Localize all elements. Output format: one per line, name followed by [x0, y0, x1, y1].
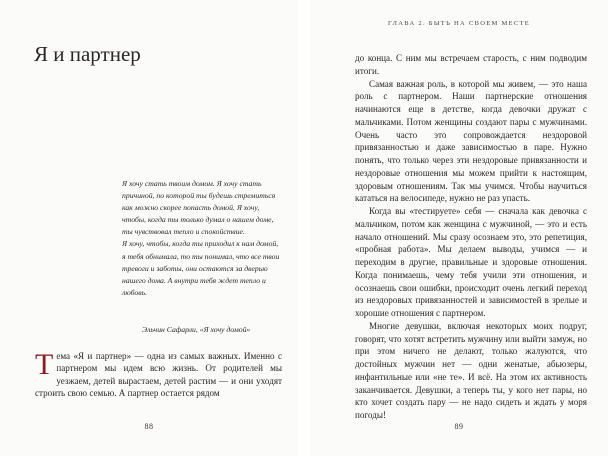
- running-head: ГЛАВА 2. БЫТЬ НА СВОЕМ МЕСТЕ: [387, 20, 531, 27]
- body-text: [35, 350, 282, 400]
- body-text: [355, 52, 587, 422]
- page-number: 89: [454, 422, 464, 431]
- body-paragraph: ема «Я и партнер» — одна из самых важных. Именно с партнером мы идем всю жизнь. От родителей мы уезжаем, детей вырастаем, детей растим — и они уходят строить свою семью. А партнер остается рядом: [35, 351, 282, 399]
- body-paragraph: Когда вы «тестируете» себя — сначала как девочка с мальчиком, потом как женщина с мужчиной, — это и есть начало отношений. Мы сразу осознаем это, это репетиция, «пробная работа». Мы делаем выводы, учимся — и переходим в другие, правильные и здоровые отношения. Когда понимаешь, чему тебя учили эти отношения, и осознаешь свои ошибки, происходит очень легкий переход из нездоровых привязанностей и зависимостей в зрелые и хорошие отношения с партнером.: [355, 206, 587, 318]
- body-paragraph: Многие девушки, включая некоторых моих подруг, говорят, что хотят встретить мужчину или выйти замуж, но при этом ничего не делают, только жалуются, что достойных мужчин нет — одни женатые, абьюзеры, инфантильные или «не те». И всё. На этом их активность заканчивается. Девушки, а теперь ты, у кого нет пары, но кто хочет создать пару — не надо сидеть и ждать у моря погоды!: [355, 320, 587, 420]
- body-paragraph: до конца. С ним мы встречаем старость, с ним подводим итоги.: [355, 53, 587, 76]
- right-page: [310, 0, 608, 456]
- book-gutter: [298, 0, 310, 456]
- chapter-title: Я и партнер: [34, 42, 141, 66]
- epigraph: [122, 178, 282, 299]
- body-paragraph: Самая важная роль, в которой мы живем, — это наша роль с партнером. Наши партнерские отношения начинаются еще в детстве, когда девочки дружат с мальчиками. Потом женщины создают пары с мужчинами. Очень часто это сопровождается нездоровой привязанностью и даже зависимостью в паре. Нужно понять, что только через эти нездоровые привязанности и нездоровые отношения мы можем прийти к настоящим, здоровым отношениям. Так мы учимся. Чтобы научиться кататься на велосипеде, нужно не раз упасть.: [355, 78, 587, 204]
- epigraph-paragraph: Я хочу стать твоим домом. Я хочу стать причиной, по которой ты будешь стремиться как можно скорее попасть домой. Я хочу, чтобы, когда ты только думал о нашем доме, ты чувствовал тепло и спокойствие.: [122, 179, 276, 237]
- page-number: 88: [144, 422, 154, 431]
- left-page: [0, 0, 298, 456]
- drop-cap: Т: [35, 348, 54, 381]
- epigraph-paragraph: Я хочу, чтобы, когда ты приходил к нам домой, я тебя обнимала, то ты понимал, что все твои тревоги и заботы, они остаются за дверью нашего дома. А внутри тебя ждет тепло и любовь.: [122, 239, 280, 297]
- epigraph-source: Эльчин Сафарли, «Я хочу домой»: [142, 325, 251, 334]
